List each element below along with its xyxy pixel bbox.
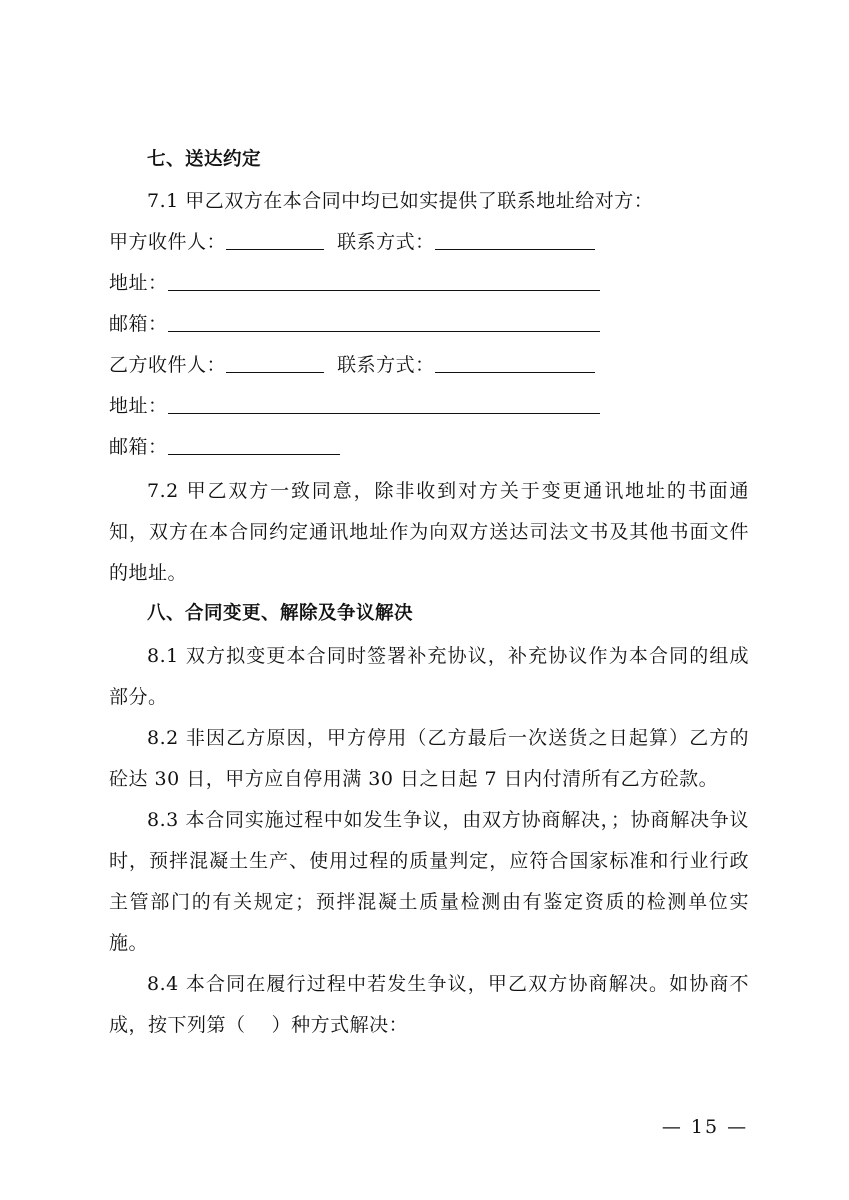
clause-8-1-line: 8.1 双方拟变更本合同时签署补充协议，补充协议作为本合同的组成 bbox=[147, 645, 749, 667]
party-a-recipient-row bbox=[109, 229, 749, 255]
clause-7-2-line: 的地址。 bbox=[109, 562, 188, 584]
party-b-email-blank bbox=[168, 434, 340, 455]
party-a-email-blank bbox=[168, 311, 600, 332]
clause-8-3-line: 时，预拌混凝土生产、使用过程的质量判定，应符合国家标准和行业行政 bbox=[109, 850, 749, 872]
party-b-recipient-row bbox=[109, 352, 749, 378]
clause-7-2-line: 知，双方在本合同约定通讯地址作为向双方送达司法文书及其他书面文件 bbox=[109, 521, 749, 543]
party-a-email-label: 邮箱： bbox=[109, 313, 168, 335]
party-a-contact-blank bbox=[435, 229, 595, 250]
clause-8-4-line: 成，按下列第（ ）种方式解决： bbox=[109, 1014, 409, 1036]
section-8-heading: 八、合同变更、解除及争议解决 bbox=[147, 603, 414, 624]
party-b-contact-blank bbox=[435, 352, 595, 373]
section-7-heading: 七、送达约定 bbox=[147, 149, 262, 170]
party-b-recipient-label: 乙方收件人： bbox=[109, 354, 227, 376]
clause-8-2-line: 砼达 30 日，甲方应自停用满 30 日之日起 7 日内付清所有乙方砼款。 bbox=[109, 768, 719, 790]
party-a-address-label: 地址： bbox=[109, 272, 168, 294]
clause-8-1-line: 部分。 bbox=[109, 686, 168, 708]
party-a-recipient-label: 甲方收件人： bbox=[109, 231, 227, 253]
party-b-address-label: 地址： bbox=[109, 395, 168, 417]
party-b-email-row bbox=[109, 434, 749, 460]
clause-8-3-line: 主管部门的有关规定；预拌混凝土质量检测由有鉴定资质的检测单位实 bbox=[109, 891, 749, 913]
party-b-email-label: 邮箱： bbox=[109, 436, 168, 458]
clause-8-3-line: 施。 bbox=[109, 932, 149, 954]
clause-8-3-line: 8.3 本合同实施过程中如发生争议，由双方协商解决，；协商解决争议 bbox=[147, 809, 749, 831]
party-a-address-row bbox=[109, 270, 749, 296]
party-a-recipient-blank bbox=[226, 229, 324, 250]
clause-7-2-line: 7.2 甲乙双方一致同意，除非收到对方关于变更通讯地址的书面通 bbox=[147, 480, 749, 502]
party-a-email-row bbox=[109, 311, 749, 337]
party-b-recipient-blank bbox=[226, 352, 324, 373]
clause-7-1: 7.1 甲乙双方在本合同中均已如实提供了联系地址给对方： bbox=[147, 190, 654, 212]
party-a-contact-label: 联系方式： bbox=[337, 231, 435, 253]
clause-8-2-line: 8.2 非因乙方原因，甲方停用（乙方最后一次送货之日起算）乙方的 bbox=[147, 727, 749, 749]
page-number: — 15 — bbox=[661, 1116, 749, 1138]
party-b-address-row bbox=[109, 393, 749, 419]
party-b-contact-label: 联系方式： bbox=[337, 354, 435, 376]
clause-8-4-line: 8.4 本合同在履行过程中若发生争议，甲乙双方协商解决。如协商不 bbox=[147, 973, 749, 995]
party-a-address-blank bbox=[168, 270, 600, 291]
party-b-address-blank bbox=[168, 393, 600, 414]
